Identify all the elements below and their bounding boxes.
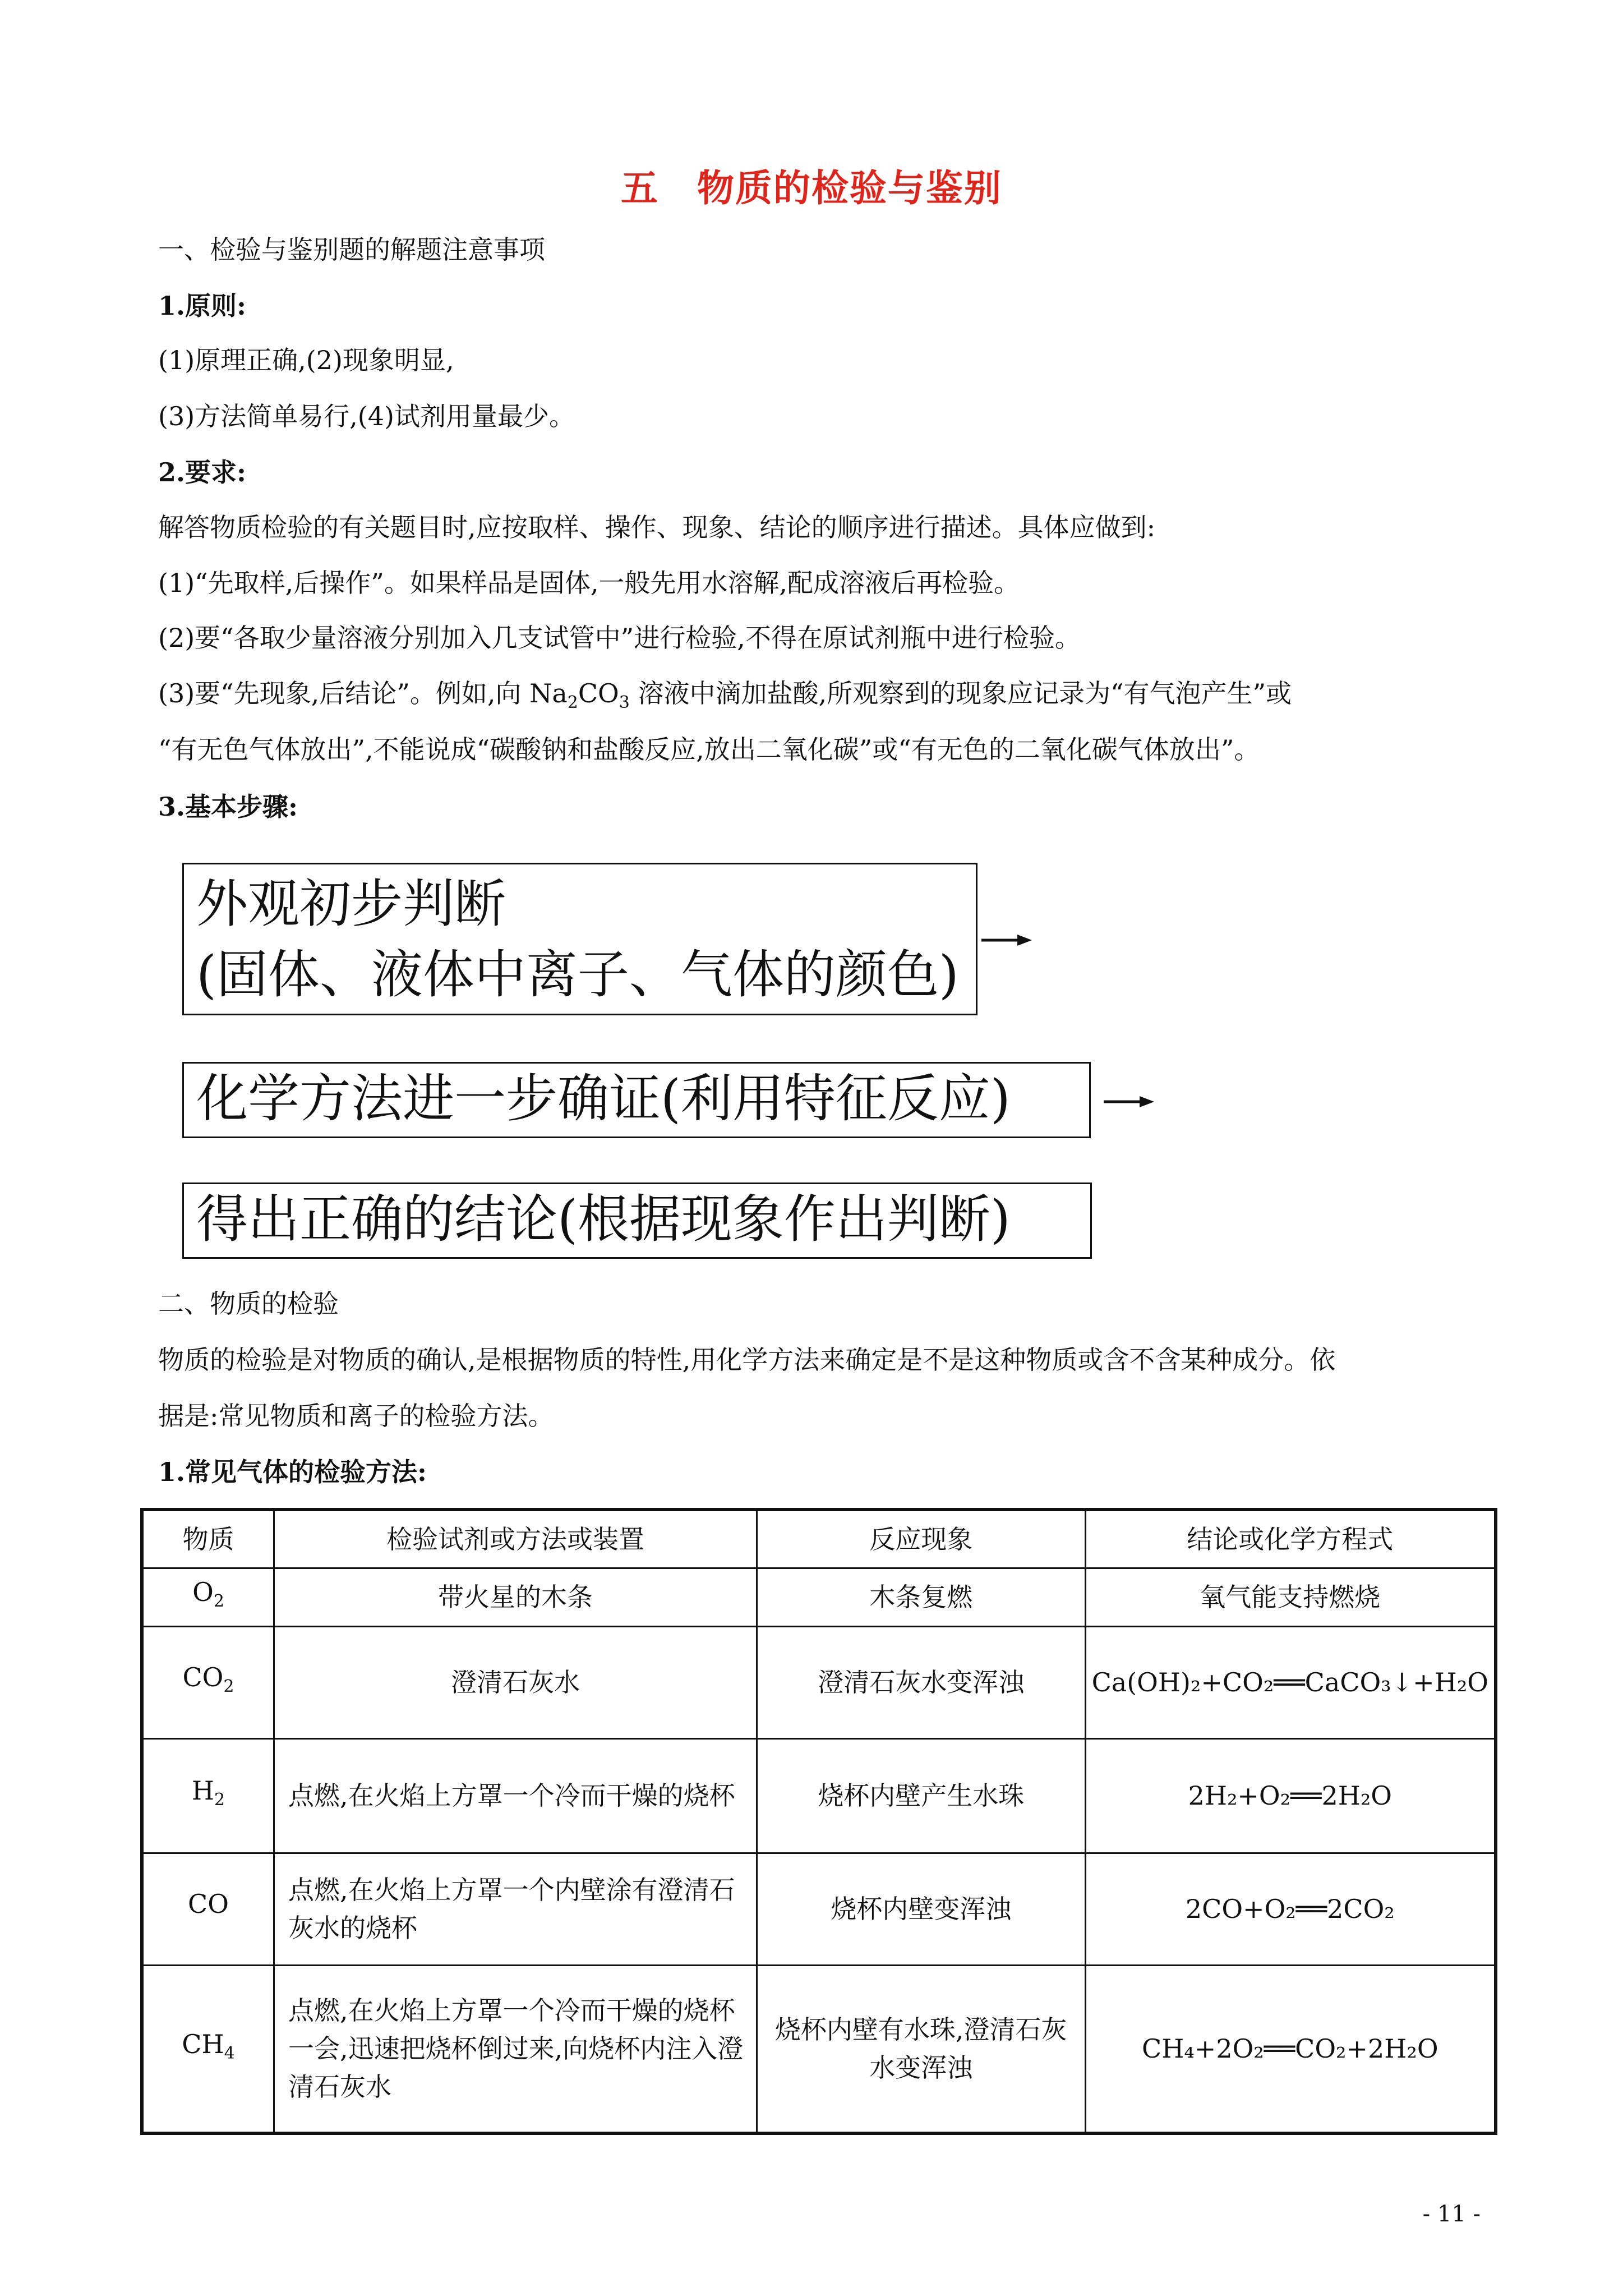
- section2-para-line2: 据是:常见物质和离子的检验方法。: [158, 1401, 554, 1431]
- section2-para-line1: 物质的检验是对物质的确认,是根据物质的特性,用化学方法来确定是不是这种物质或含不含某种成分。依: [158, 1345, 1336, 1375]
- table-header-cell: 物质: [142, 1510, 274, 1568]
- table-row: [142, 1568, 1496, 1626]
- conclusion-cell: 2CO+O₂══2CO₂: [1085, 1853, 1496, 1965]
- substance-cell: $CH_4$: [142, 1965, 274, 2133]
- section1-heading: 一、检验与鉴别题的解题注意事项: [158, 234, 545, 265]
- method-cell: 带火星的木条: [274, 1568, 757, 1626]
- steps-heading: 3.基本步骤:: [158, 792, 298, 822]
- method-cell: 澄清石灰水: [274, 1626, 757, 1738]
- principle-line-2: (3)方法简单易行,(4)试剂用量最少。: [158, 401, 575, 431]
- table-row: [142, 1965, 1496, 2133]
- requirement-line-2: (2)要“各取少量溶液分别加入几支试管中”进行检验,不得在原试剂瓶中进行检验。: [158, 623, 1081, 653]
- conclusion-cell: 氧气能支持燃烧: [1085, 1568, 1496, 1626]
- substance-cell: $H_2$: [142, 1738, 274, 1853]
- phenomenon-cell: 烧杯内壁变浑浊: [757, 1853, 1085, 1965]
- page-title: 五 物质的检验与鉴别: [621, 166, 1002, 210]
- requirement-line-0: 解答物质检验的有关题目时,应按取样、操作、现象、结论的顺序进行描述。具体应做到:: [158, 512, 1156, 542]
- requirement-line-3: [158, 677, 1292, 720]
- gas-heading: 1.常见气体的检验方法:: [158, 1457, 427, 1487]
- phenomenon-cell: 烧杯内壁产生水珠: [757, 1738, 1085, 1853]
- substance-cell: CO: [142, 1853, 274, 1965]
- method-cell: 点燃,在火焰上方罩一个冷而干燥的烧杯: [274, 1738, 757, 1853]
- flow-arrow-1-icon: [981, 933, 1032, 947]
- flow-box-appearance-line1: 外观初步判断: [196, 874, 506, 934]
- gas-test-table: [140, 1508, 1497, 2135]
- phenomenon-cell: 木条复燃: [757, 1568, 1085, 1626]
- req3-formula: $Na_2CO_3$: [529, 678, 630, 713]
- table-header-cell: 反应现象: [757, 1510, 1085, 1568]
- principle-heading: 1.原则:: [158, 291, 247, 321]
- conclusion-cell: 2H₂+O₂══2H₂O: [1085, 1738, 1496, 1853]
- phenomenon-cell: 澄清石灰水变浑浊: [757, 1626, 1085, 1738]
- principle-line-1: (1)原理正确,(2)现象明显,: [158, 345, 454, 375]
- table-header-cell: 结论或化学方程式: [1085, 1510, 1496, 1568]
- flow-box-appearance: [182, 863, 978, 1015]
- flow-arrow-2-icon: [1104, 1095, 1154, 1108]
- method-cell: 点燃,在火焰上方罩一个冷而干燥的烧杯一会,迅速把烧杯倒过来,向烧杯内注入澄清石灰水: [274, 1965, 757, 2133]
- method-cell: 点燃,在火焰上方罩一个内壁涂有澄清石灰水的烧杯: [274, 1853, 757, 1965]
- section2-heading: 二、物质的检验: [158, 1289, 339, 1319]
- conclusion-cell: CH₄+2O₂══CO₂+2H₂O: [1085, 1965, 1496, 2133]
- table-header-cell: 检验试剂或方法或装置: [274, 1510, 757, 1568]
- flow-box-appearance-line2: (固体、液体中离子、气体的颜色): [196, 945, 959, 1005]
- table-row: [142, 1626, 1496, 1738]
- requirement-heading: 2.要求:: [158, 457, 247, 487]
- conclusion-cell: Ca(OH)₂+CO₂══CaCO₃↓+H₂O: [1085, 1626, 1496, 1738]
- page-number: - 11 -: [1422, 2201, 1481, 2227]
- table-row: [142, 1738, 1496, 1853]
- table-header-row: [142, 1510, 1496, 1568]
- substance-cell: $CO_2$: [142, 1626, 274, 1738]
- table-row: [142, 1853, 1496, 1965]
- requirement-line-4: “有无色气体放出”,不能说成“碳酸钠和盐酸反应,放出二氧化碳”或“有无色的二氧化碳气体放出”。: [158, 734, 1260, 765]
- substance-cell: $O_2$: [142, 1568, 274, 1626]
- req3-suffix: 溶液中滴加盐酸,所观察到的现象应记录为“有气泡产生”或: [629, 678, 1292, 708]
- flow-box-chemical: 化学方法进一步确证(利用特征反应): [182, 1062, 1091, 1138]
- req3-prefix: (3)要“先现象,后结论”。例如,向: [158, 678, 530, 708]
- phenomenon-cell: 烧杯内壁有水珠,澄清石灰水变浑浊: [757, 1965, 1085, 2133]
- flow-box-conclusion: 得出正确的结论(根据现象作出判断): [182, 1182, 1092, 1259]
- requirement-line-1: (1)“先取样,后操作”。如果样品是固体,一般先用水溶解,配成溶液后再检验。: [158, 568, 1020, 598]
